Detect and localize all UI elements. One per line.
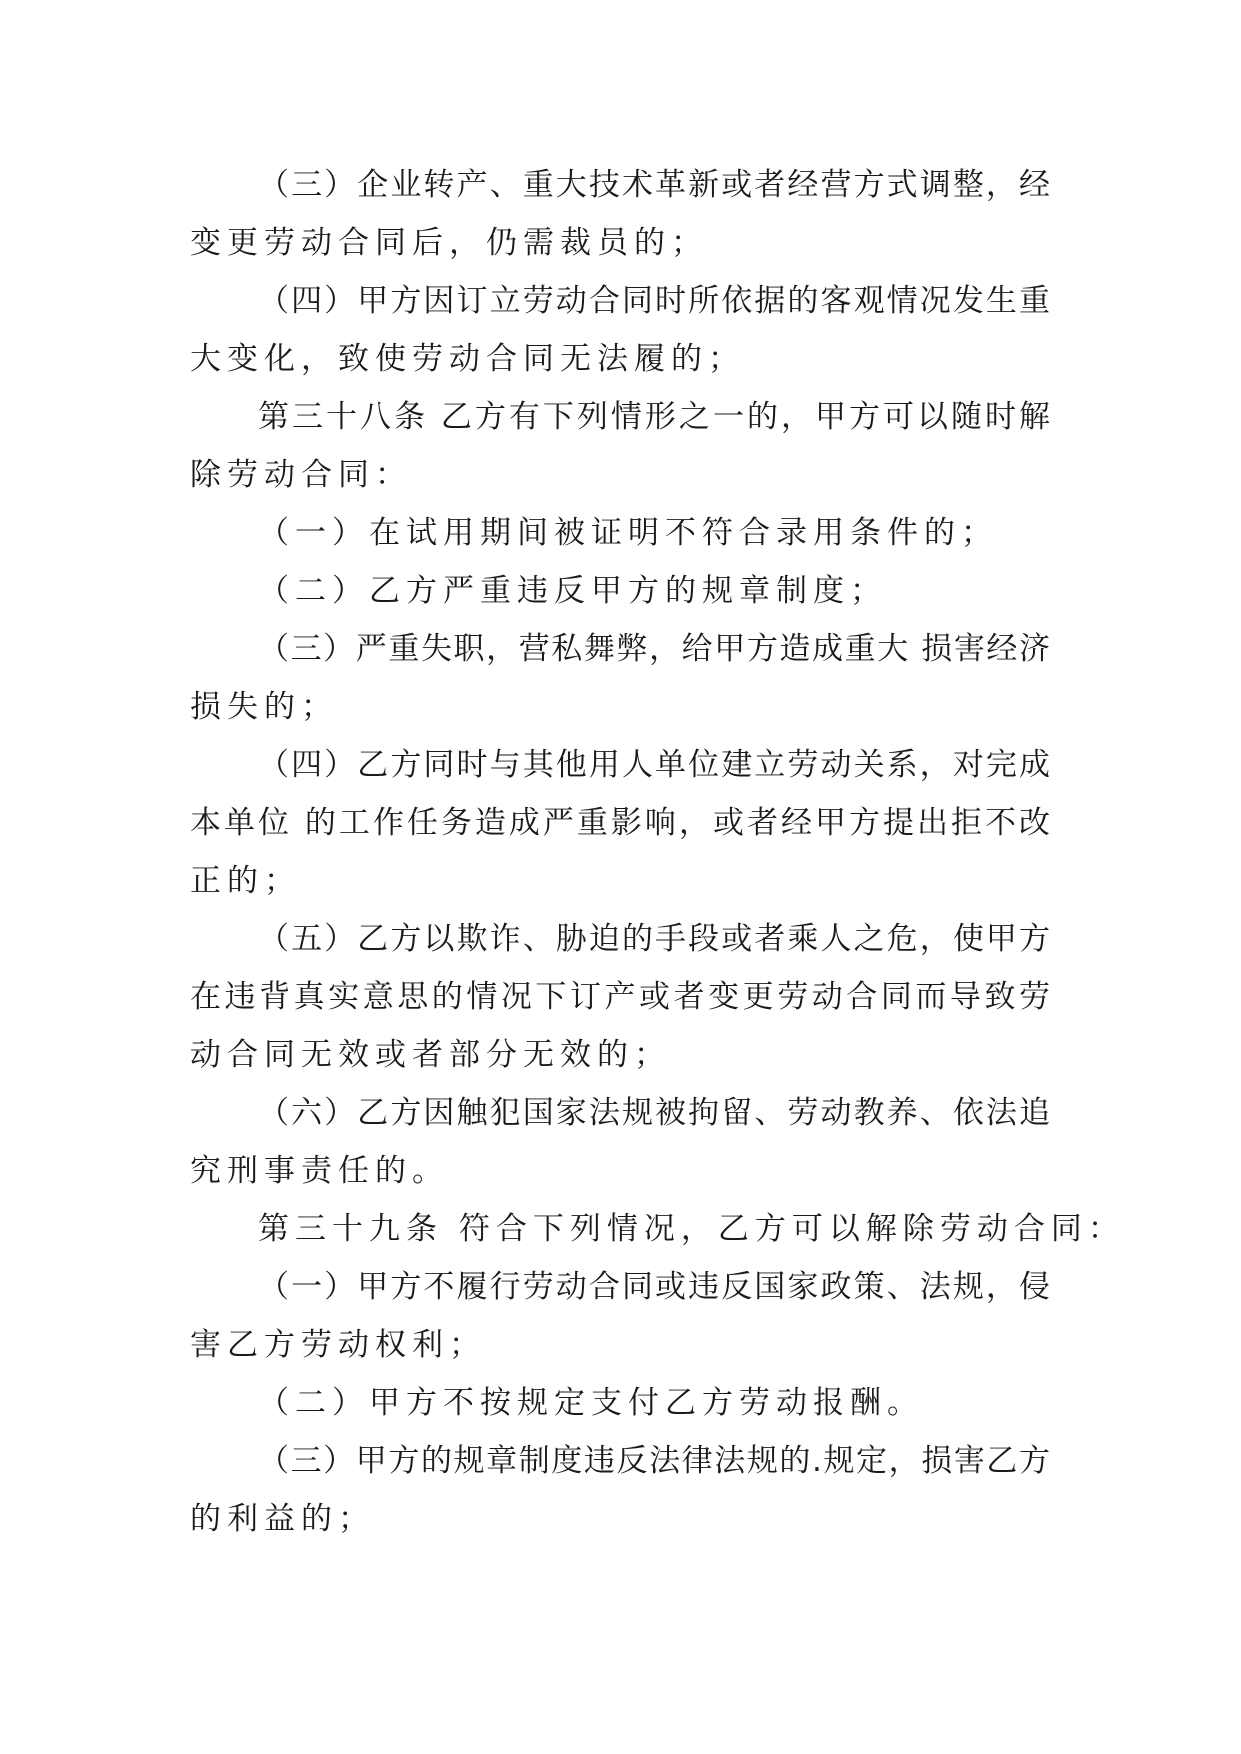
document-body	[190, 156, 1125, 1548]
paragraph-line: 大变化，致使劳动合同无法履的；	[190, 341, 745, 377]
paragraph-line: （一）甲方不履行劳动合同或违反国家政策、法规，侵	[258, 1269, 1050, 1305]
paragraph-line: 动合同无效或者部分无效的；	[190, 1037, 671, 1073]
paragraph-line: 除劳动合同：	[190, 457, 412, 493]
paragraph-line: 究刑事责任的。	[190, 1153, 449, 1189]
paragraph-line: 在违背真实意思的情况下订产或者变更劳动合同而导致劳	[190, 979, 1050, 1015]
paragraph-line: 本单位 的工作任务造成严重影响，或者经甲方提出拒不改	[190, 805, 1050, 841]
paragraph-line: 正的；	[190, 863, 301, 899]
paragraph-line: （一）在试用期间被证明不符合录用条件的；	[258, 515, 998, 551]
paragraph-line: （六）乙方因触犯国家法规被拘留、劳动教养、依法追	[258, 1095, 1050, 1131]
paragraph-line: （二）乙方严重违反甲方的规章制度；	[258, 573, 887, 609]
paragraph-line: （四）乙方同时与其他用人单位建立劳动关系，对完成	[258, 747, 1050, 783]
paragraph-line: 损失的；	[190, 689, 338, 725]
paragraph-line: （二）甲方不按规定支付乙方劳动报酬。	[258, 1385, 924, 1421]
paragraph-line: （三）企业转产、重大技术革新或者经营方式调整，经	[258, 167, 1050, 203]
paragraph-line: （四）甲方因订立劳动合同时所依据的客观情况发生重	[258, 283, 1050, 319]
article-heading-line: 第三十九条 符合下列情况，乙方可以解除劳动合同：	[258, 1211, 1125, 1247]
paragraph-line: 的利益的；	[190, 1501, 375, 1537]
paragraph-line: 变更劳动合同后，仍需裁员的；	[190, 225, 708, 261]
paragraph-line: （三）甲方的规章制度违反法律法规的.规定，损害乙方	[258, 1443, 1050, 1479]
paragraph-line: 害乙方劳动权利；	[190, 1327, 486, 1363]
paragraph-line: （三）严重失职，营私舞弊，给甲方造成重大 损害经济	[258, 631, 1050, 667]
article-heading-line: 第三十八条 乙方有下列情形之一的，甲方可以随时解	[258, 399, 1050, 435]
paragraph-line: （五）乙方以欺诈、胁迫的手段或者乘人之危，使甲方	[258, 921, 1050, 957]
